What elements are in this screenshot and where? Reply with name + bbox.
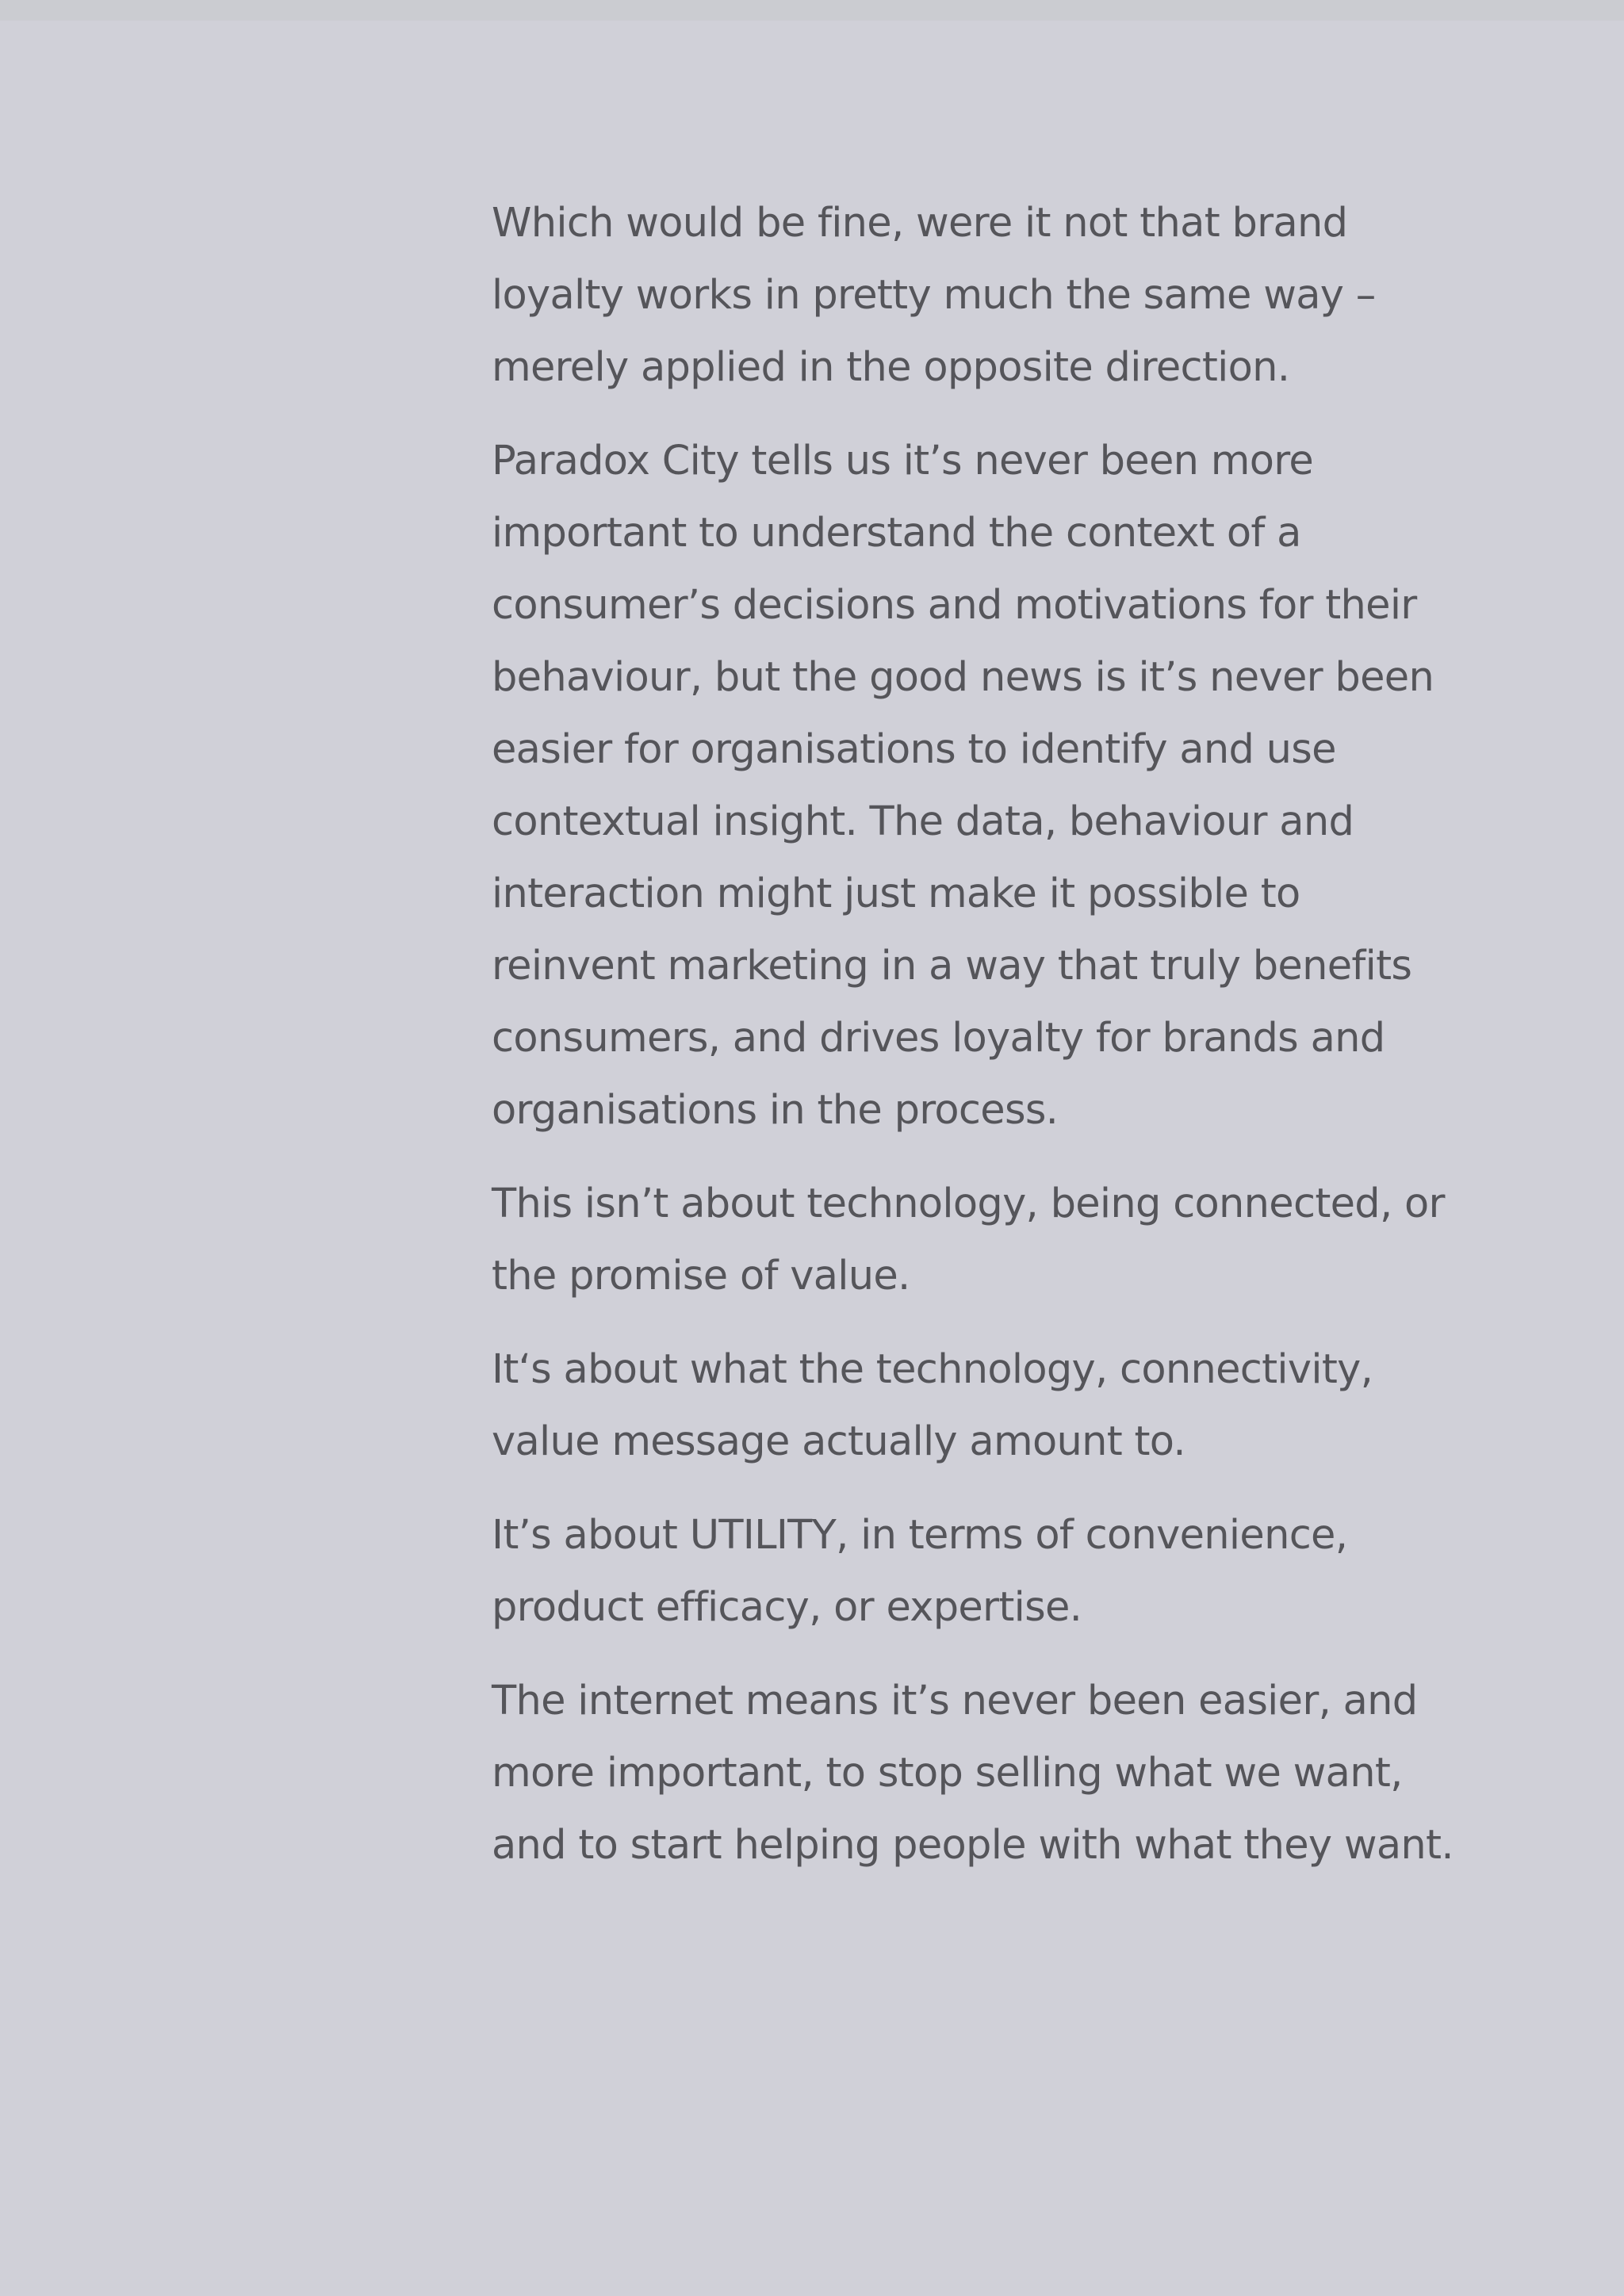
paragraph-4: It‘s about what the technology, connectivity, value message actually amount to. xyxy=(492,1346,1373,1465)
paragraph-6: The internet means it’s never been easier, and more important, to stop selling what we want, and to start helping people with what they want. xyxy=(492,1678,1454,1869)
paragraph-2: Paradox City tells us it’s never been more important to understand the context of a consumer’s decisions and motivations for their behaviour, but the good news is it’s never been easier for organisations to identify and use contextual insight. The data, behaviour and interaction might just make it possible to reinvent marketing in a way that truly benefits consumers, and drives loyalty for brands and organisations in the process. xyxy=(492,438,1434,1134)
paragraph-1: Which would be fine, were it not that brand loyalty works in pretty much the same way – merely applied in the opposite direction. xyxy=(492,200,1376,391)
page-top-strip xyxy=(0,0,1624,21)
paragraph-3: This isn’t about technology, being connected, or the promise of value. xyxy=(492,1181,1445,1299)
paragraph-5: It’s about UTILITY, in terms of convenience, product efficacy, or expertise. xyxy=(492,1512,1348,1631)
body-text-column xyxy=(492,187,1467,1903)
